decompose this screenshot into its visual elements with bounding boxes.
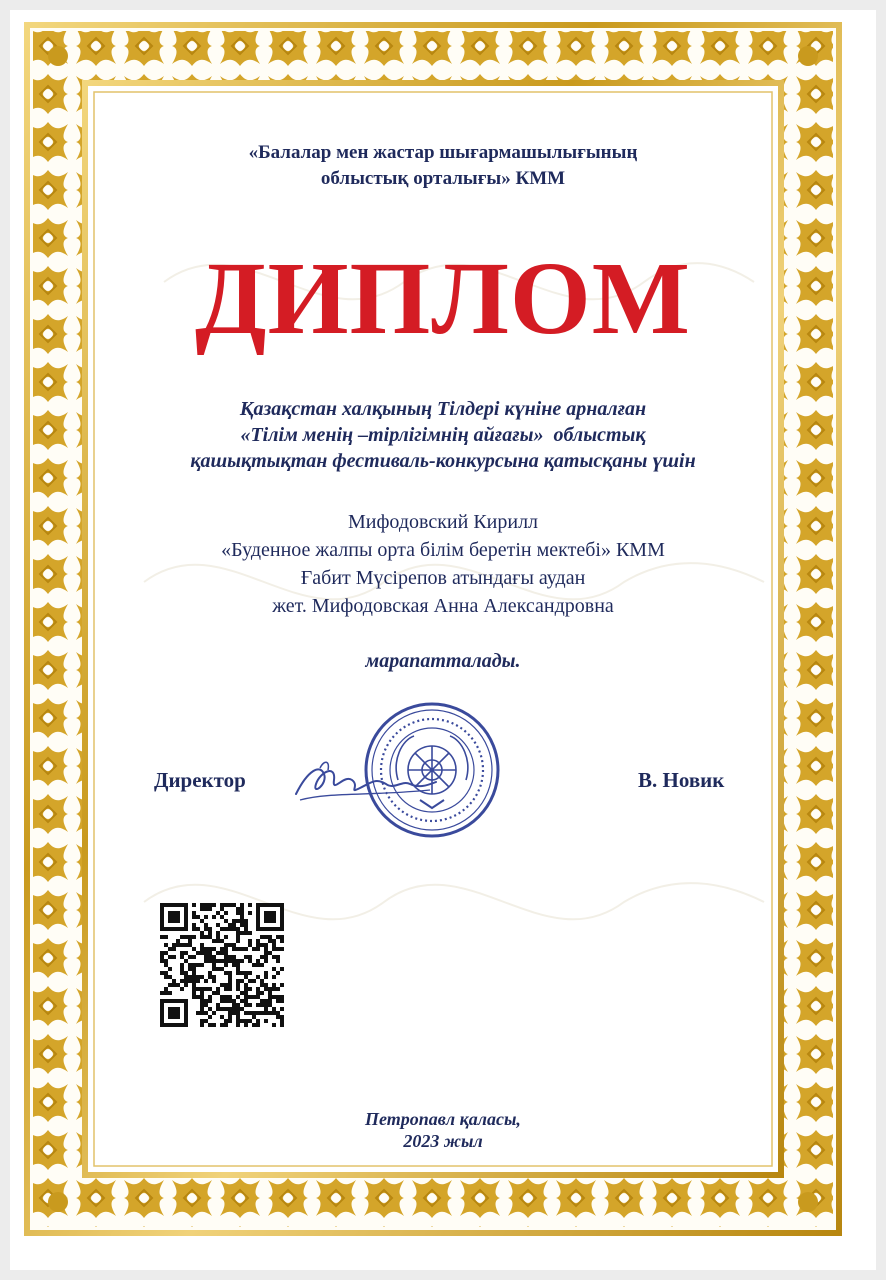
recipient-supervisor: жет. Мифодовская Анна Александровна <box>272 595 614 617</box>
organization-name <box>0 140 886 192</box>
organization-line-1: «Балалар мен жастар шығармашылығының <box>248 142 638 163</box>
place-year: 2023 жыл <box>403 1131 483 1151</box>
recipient-district: Ғабит Мүсірепов атындағы аудан <box>300 567 586 589</box>
awarded-text: марапатталады. <box>365 650 521 672</box>
signature-icon <box>290 750 440 810</box>
organization-line-2: облыстық орталығы» КММ <box>320 168 566 189</box>
place-and-year <box>0 1108 886 1152</box>
diploma-title: ДИПЛОМ <box>195 241 691 356</box>
qr-code-icon <box>160 903 284 1027</box>
reason-line-3: қашықтықтан фестиваль-конкурсына қатысқаны үшін <box>190 450 696 472</box>
signature-name: В. Новик <box>638 768 725 792</box>
signature-role: Директор <box>154 768 246 792</box>
award-reason <box>0 396 886 474</box>
place-city: Петропавл қаласы, <box>365 1109 521 1129</box>
reason-line-1: Қазақстан халқының Тілдері күніне арналған <box>239 398 647 420</box>
reason-line-2: «Тілім менің –тірлігімнің айғағы» облыстық <box>240 424 646 446</box>
recipient-name: Мифодовский Кирилл <box>347 511 539 533</box>
recipient-block <box>0 508 886 620</box>
recipient-school: «Буденное жалпы орта білім беретін мектебі» КММ <box>221 539 665 561</box>
